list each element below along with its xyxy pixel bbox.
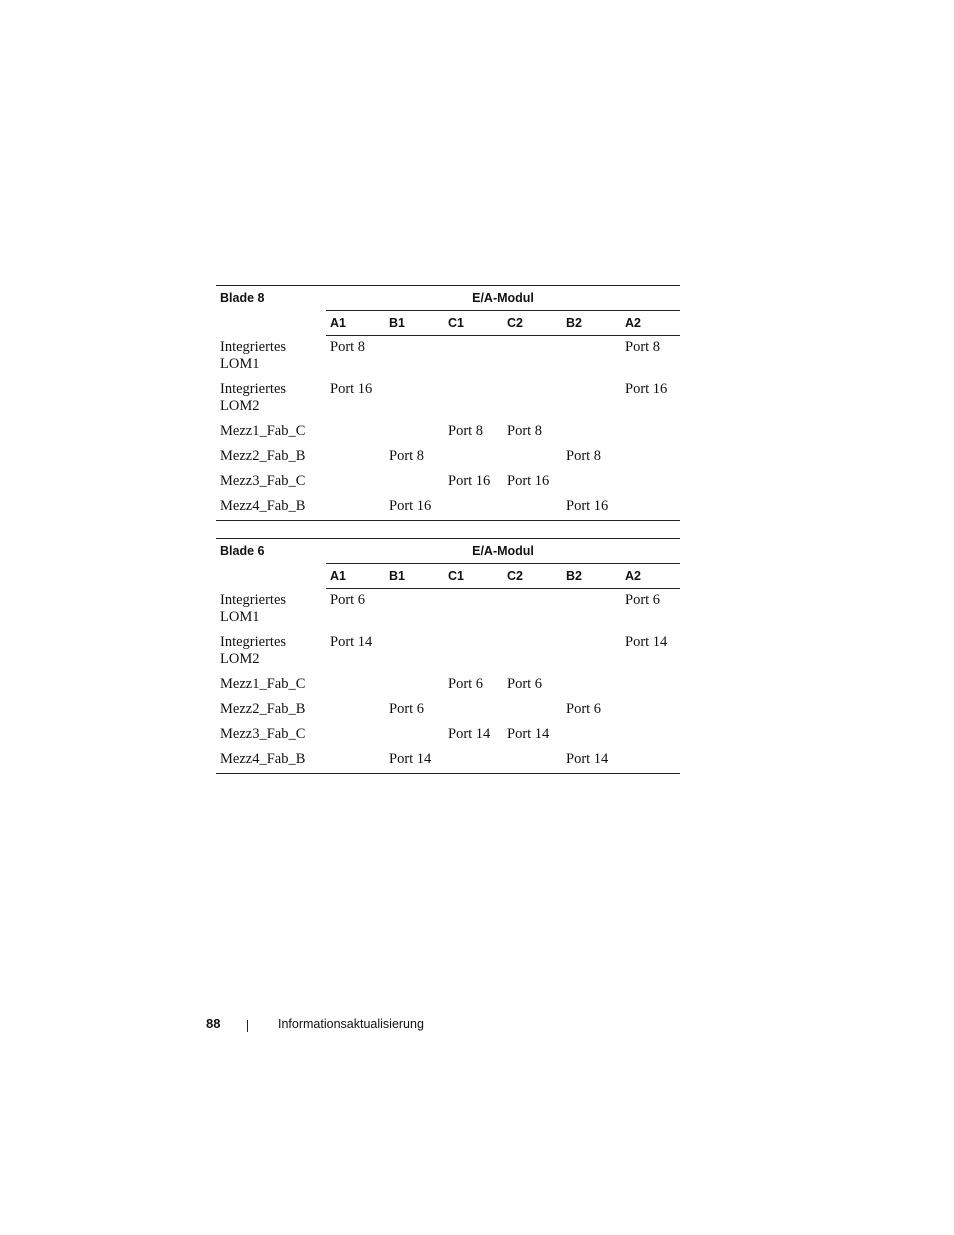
- table-cell: Port 6: [507, 675, 543, 692]
- table-cell: [326, 446, 385, 471]
- table-cell: [326, 496, 385, 521]
- row-label: Integriertes LOM1: [220, 591, 287, 625]
- table-row: [216, 421, 680, 446]
- table-cell: Port 8: [625, 339, 661, 355]
- table-cell: Port 16: [330, 380, 373, 397]
- blade-8-port-table: [216, 285, 680, 521]
- table-cell: Port 14: [507, 725, 550, 742]
- table-cell: [444, 379, 503, 421]
- table-cell: [562, 379, 621, 421]
- column-header-b1: B1: [385, 564, 444, 589]
- table-cell: [385, 724, 444, 749]
- table-cell: [385, 632, 444, 674]
- table-cell: [503, 699, 562, 724]
- table-cell: [562, 632, 621, 674]
- table-cell: Port 16: [448, 472, 491, 489]
- table-cell: Port 14: [562, 749, 621, 774]
- table-cell: [503, 749, 562, 774]
- table-row: [216, 724, 680, 749]
- row-label: Integriertes LOM2: [220, 380, 287, 414]
- column-header-c1: C1: [444, 564, 503, 589]
- table-row: [216, 749, 680, 774]
- table-cell: [621, 471, 680, 496]
- table-cell: Port 14: [330, 633, 373, 650]
- table-cell: [385, 421, 444, 446]
- blade-6-port-table: [216, 538, 680, 774]
- table-cell: Port 6: [566, 700, 602, 717]
- table-cell: [503, 446, 562, 471]
- table-cell: [326, 421, 385, 446]
- table-cell: [562, 724, 621, 749]
- port-mapping-table: [216, 538, 680, 774]
- table-cell: [562, 589, 621, 632]
- table-row: [216, 589, 680, 632]
- table-cell: [621, 699, 680, 724]
- table-cell: [385, 379, 444, 421]
- io-module-group-label: E/A-Modul: [326, 286, 680, 311]
- section-title: Informationsaktualisierung: [278, 1017, 424, 1031]
- column-header-c1: C1: [444, 311, 503, 336]
- table-cell: [385, 336, 444, 379]
- header-spacer: [216, 311, 326, 336]
- table-cell: [326, 471, 385, 496]
- table-cell: [621, 446, 680, 471]
- table-cell: Port 14: [448, 725, 491, 742]
- table-cell: Port 8: [448, 422, 484, 439]
- header-spacer: [216, 564, 326, 589]
- row-label: Integriertes LOM1: [220, 338, 287, 372]
- table-row: [216, 379, 680, 421]
- table-cell: [326, 749, 385, 774]
- table-cell: Port 16: [385, 496, 444, 521]
- table-cell: Port 16: [507, 472, 550, 489]
- table-row: [216, 446, 680, 471]
- table-row: [216, 336, 680, 379]
- table-cell: Port 8: [389, 447, 425, 464]
- column-header-c2: C2: [503, 311, 562, 336]
- row-label: Mezz1_Fab_C: [220, 422, 306, 439]
- table-cell: Port 6: [389, 700, 425, 717]
- row-label: Mezz2_Fab_B: [220, 447, 306, 464]
- column-header-b1: B1: [385, 311, 444, 336]
- table-cell: Port 14: [385, 749, 444, 774]
- port-mapping-table: [216, 285, 680, 521]
- row-label: Mezz1_Fab_C: [220, 675, 306, 692]
- table-cell: Port 6: [448, 675, 484, 692]
- table-cell: [444, 699, 503, 724]
- table-cell: [562, 336, 621, 379]
- blade-label: Blade 8: [216, 286, 326, 311]
- table-cell: Port 6: [330, 592, 366, 608]
- column-header-b2: B2: [562, 311, 621, 336]
- table-cell: [385, 589, 444, 632]
- table-cell: [444, 749, 503, 774]
- table-cell: [621, 496, 680, 521]
- table-cell: [444, 336, 503, 379]
- table-row: [216, 674, 680, 699]
- table-cell: Port 8: [330, 339, 366, 355]
- column-header-a2: A2: [621, 564, 680, 589]
- table-cell: [503, 632, 562, 674]
- table-cell: [503, 496, 562, 521]
- row-label: Mezz4_Fab_B: [216, 496, 326, 521]
- table-cell: Port 8: [507, 422, 543, 439]
- table-cell: [326, 699, 385, 724]
- table-cell: [562, 471, 621, 496]
- row-label: Mezz2_Fab_B: [220, 700, 306, 717]
- table-cell: [444, 632, 503, 674]
- row-label: Integriertes LOM2: [220, 633, 287, 667]
- table-cell: Port 16: [625, 380, 668, 397]
- table-cell: [621, 421, 680, 446]
- table-cell: [503, 379, 562, 421]
- table-row: [216, 632, 680, 674]
- page-number: 88: [206, 1016, 221, 1031]
- table-cell: [562, 421, 621, 446]
- table-row: [216, 699, 680, 724]
- table-cell: [326, 724, 385, 749]
- table-cell: [326, 674, 385, 699]
- table-cell: [385, 674, 444, 699]
- table-cell: [444, 496, 503, 521]
- table-cell: [444, 446, 503, 471]
- row-label: Mezz3_Fab_C: [220, 472, 306, 489]
- table-cell: [621, 724, 680, 749]
- row-label: Mezz4_Fab_B: [216, 749, 326, 774]
- row-label: Mezz3_Fab_C: [220, 725, 306, 742]
- table-cell: Port 8: [566, 447, 602, 464]
- blade-label: Blade 6: [216, 539, 326, 564]
- column-header-a1: A1: [326, 311, 385, 336]
- column-header-a2: A2: [621, 311, 680, 336]
- table-cell: [385, 471, 444, 496]
- column-header-c2: C2: [503, 564, 562, 589]
- table-cell: [562, 674, 621, 699]
- table-row: [216, 471, 680, 496]
- footer-separator: [247, 1020, 248, 1032]
- table-cell: [444, 589, 503, 632]
- table-cell: [503, 336, 562, 379]
- table-cell: Port 16: [562, 496, 621, 521]
- io-module-group-label: E/A-Modul: [326, 539, 680, 564]
- table-cell: [621, 749, 680, 774]
- table-cell: Port 14: [625, 633, 668, 650]
- column-header-a1: A1: [326, 564, 385, 589]
- table-row: [216, 496, 680, 521]
- table-cell: [503, 589, 562, 632]
- table-cell: Port 6: [625, 592, 661, 608]
- column-header-b2: B2: [562, 564, 621, 589]
- table-cell: [621, 674, 680, 699]
